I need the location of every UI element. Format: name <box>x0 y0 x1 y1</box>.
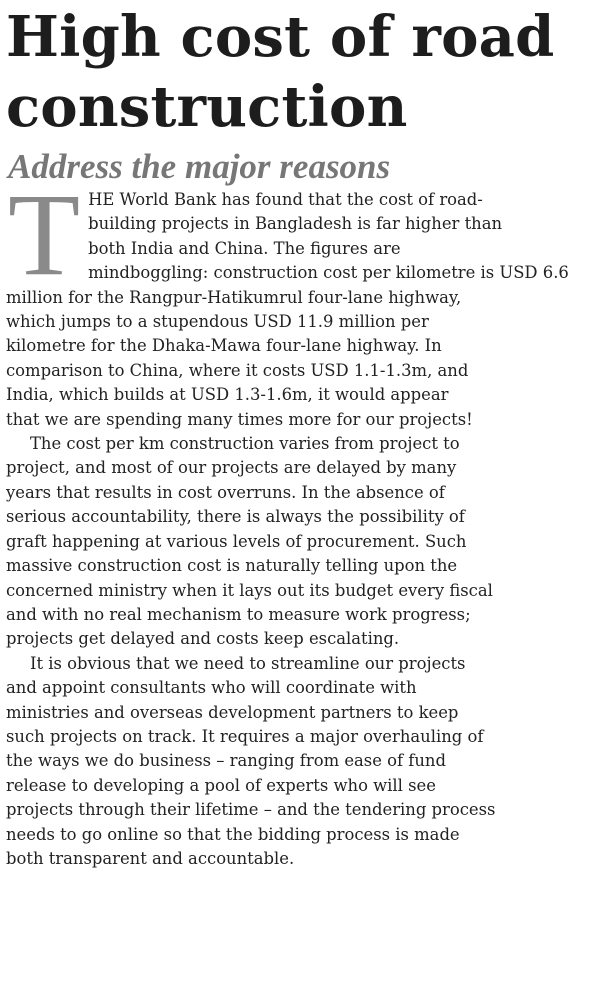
paragraph-2: The cost per km construction varies from project to project, and most of our projects are delayed by many years that results in cost overruns. In the absence of serious accountability, there is always the possibility of graft happening at various levels of procurement. Such massive construction cost is naturally telling upon the concerned ministry when it lays out its budget every fiscal and with no real mechanism to measure work progress; projects get delayed and costs keep escalating. <box>6 434 493 649</box>
paragraph-3: It is obvious that we need to streamline our projects and appoint consultants who will coordinate with ministries and overseas development partners to keep such projects on track. It requires a major overhauling of the ways we do business – ranging from ease of fund release to developing a pool of experts who will see projects through their lifetime – and the tendering process needs to go online so that the bidding process is made both transparent and accountable. <box>6 653 496 868</box>
paragraph-1: HE World Bank has found that the cost of road- building projects in Bangladesh is far higher than both India and China. The figures are mindboggling: construction cost per kilometre is USD 6.6 million for the Rangpur-Hatikumrul four-lane highway, which jumps to a stupendous USD 11.9 million per kilometre for the Dhaka-Mawa four-lane highway. In comparison to China, where it costs USD 1.1-1.3m, and India, which builds at USD 1.3-1.6m, it would appear that we are spending many times more for our projects! <box>6 190 569 429</box>
article-body <box>6 169 606 871</box>
headline: High cost of road construction <box>6 4 555 140</box>
drop-cap: T <box>8 169 81 300</box>
subheadline: Address the major reasons <box>8 147 391 186</box>
